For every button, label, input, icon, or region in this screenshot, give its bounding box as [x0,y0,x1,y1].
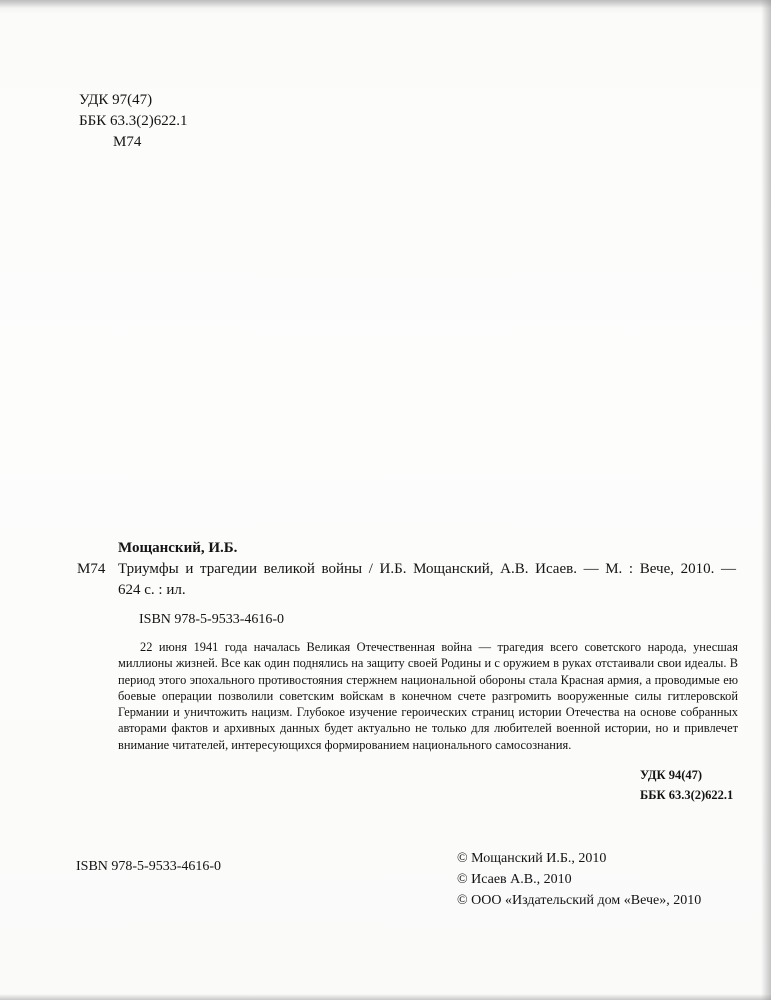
record-author: Мощанский, И.Б. [118,540,238,556]
record-title-line: Триумфы и трагедии великой войны / И.Б. Мощанский, А.В. Исаев. — М. : Вече, 2010. — [118,561,736,577]
record-author-sign: М74 [77,561,106,577]
copyright-line: © Исаев А.В., 2010 [457,872,572,887]
record-isbn: ISBN 978-5-9533-4616-0 [139,612,285,627]
footer-isbn: ISBN 978-5-9533-4616-0 [76,859,222,874]
record-udk: УДК 94(47) [640,768,703,782]
record-bbk: ББК 63.3(2)622.1 [640,788,734,802]
author-sign-top: М74 [113,134,142,150]
bbk-code-top: ББК 63.3(2)622.1 [79,113,188,129]
copyright-line: © Мощанский И.Б., 2010 [457,851,607,866]
page-top-shadow [0,0,771,8]
udk-code-top: УДК 97(47) [79,92,153,108]
page-bottom-shadow [0,994,771,1000]
record-annotation: 22 июня 1941 года началась Великая Отечественная война — трагедия всего советского народа, унесшая миллионы жизней. Все как один поднялись на защиту своей Родины и с оружием в руках отстаивали свои идеалы. В период этого эпохального противостояния стержнем национальной обороны стала Красная армия, а проводимые ею боевые операции позволили советским войскам в конечном счете разгромить вооруженные силы гитлеровской Германии и уничтожить нацизм. Глубокое изучение героических страниц истории Отечества на основе собранных авторами фактов и архивных данных будет актуально не только для любителей военной истории, но и привлечет внимание читателей, интересующихся формированием национального самосознания. [118,640,738,752]
page-right-shadow [761,0,771,1000]
record-pages: 624 с. : ил. [118,582,186,598]
copyright-line: © ООО «Издательский дом «Вече», 2010 [457,893,702,908]
